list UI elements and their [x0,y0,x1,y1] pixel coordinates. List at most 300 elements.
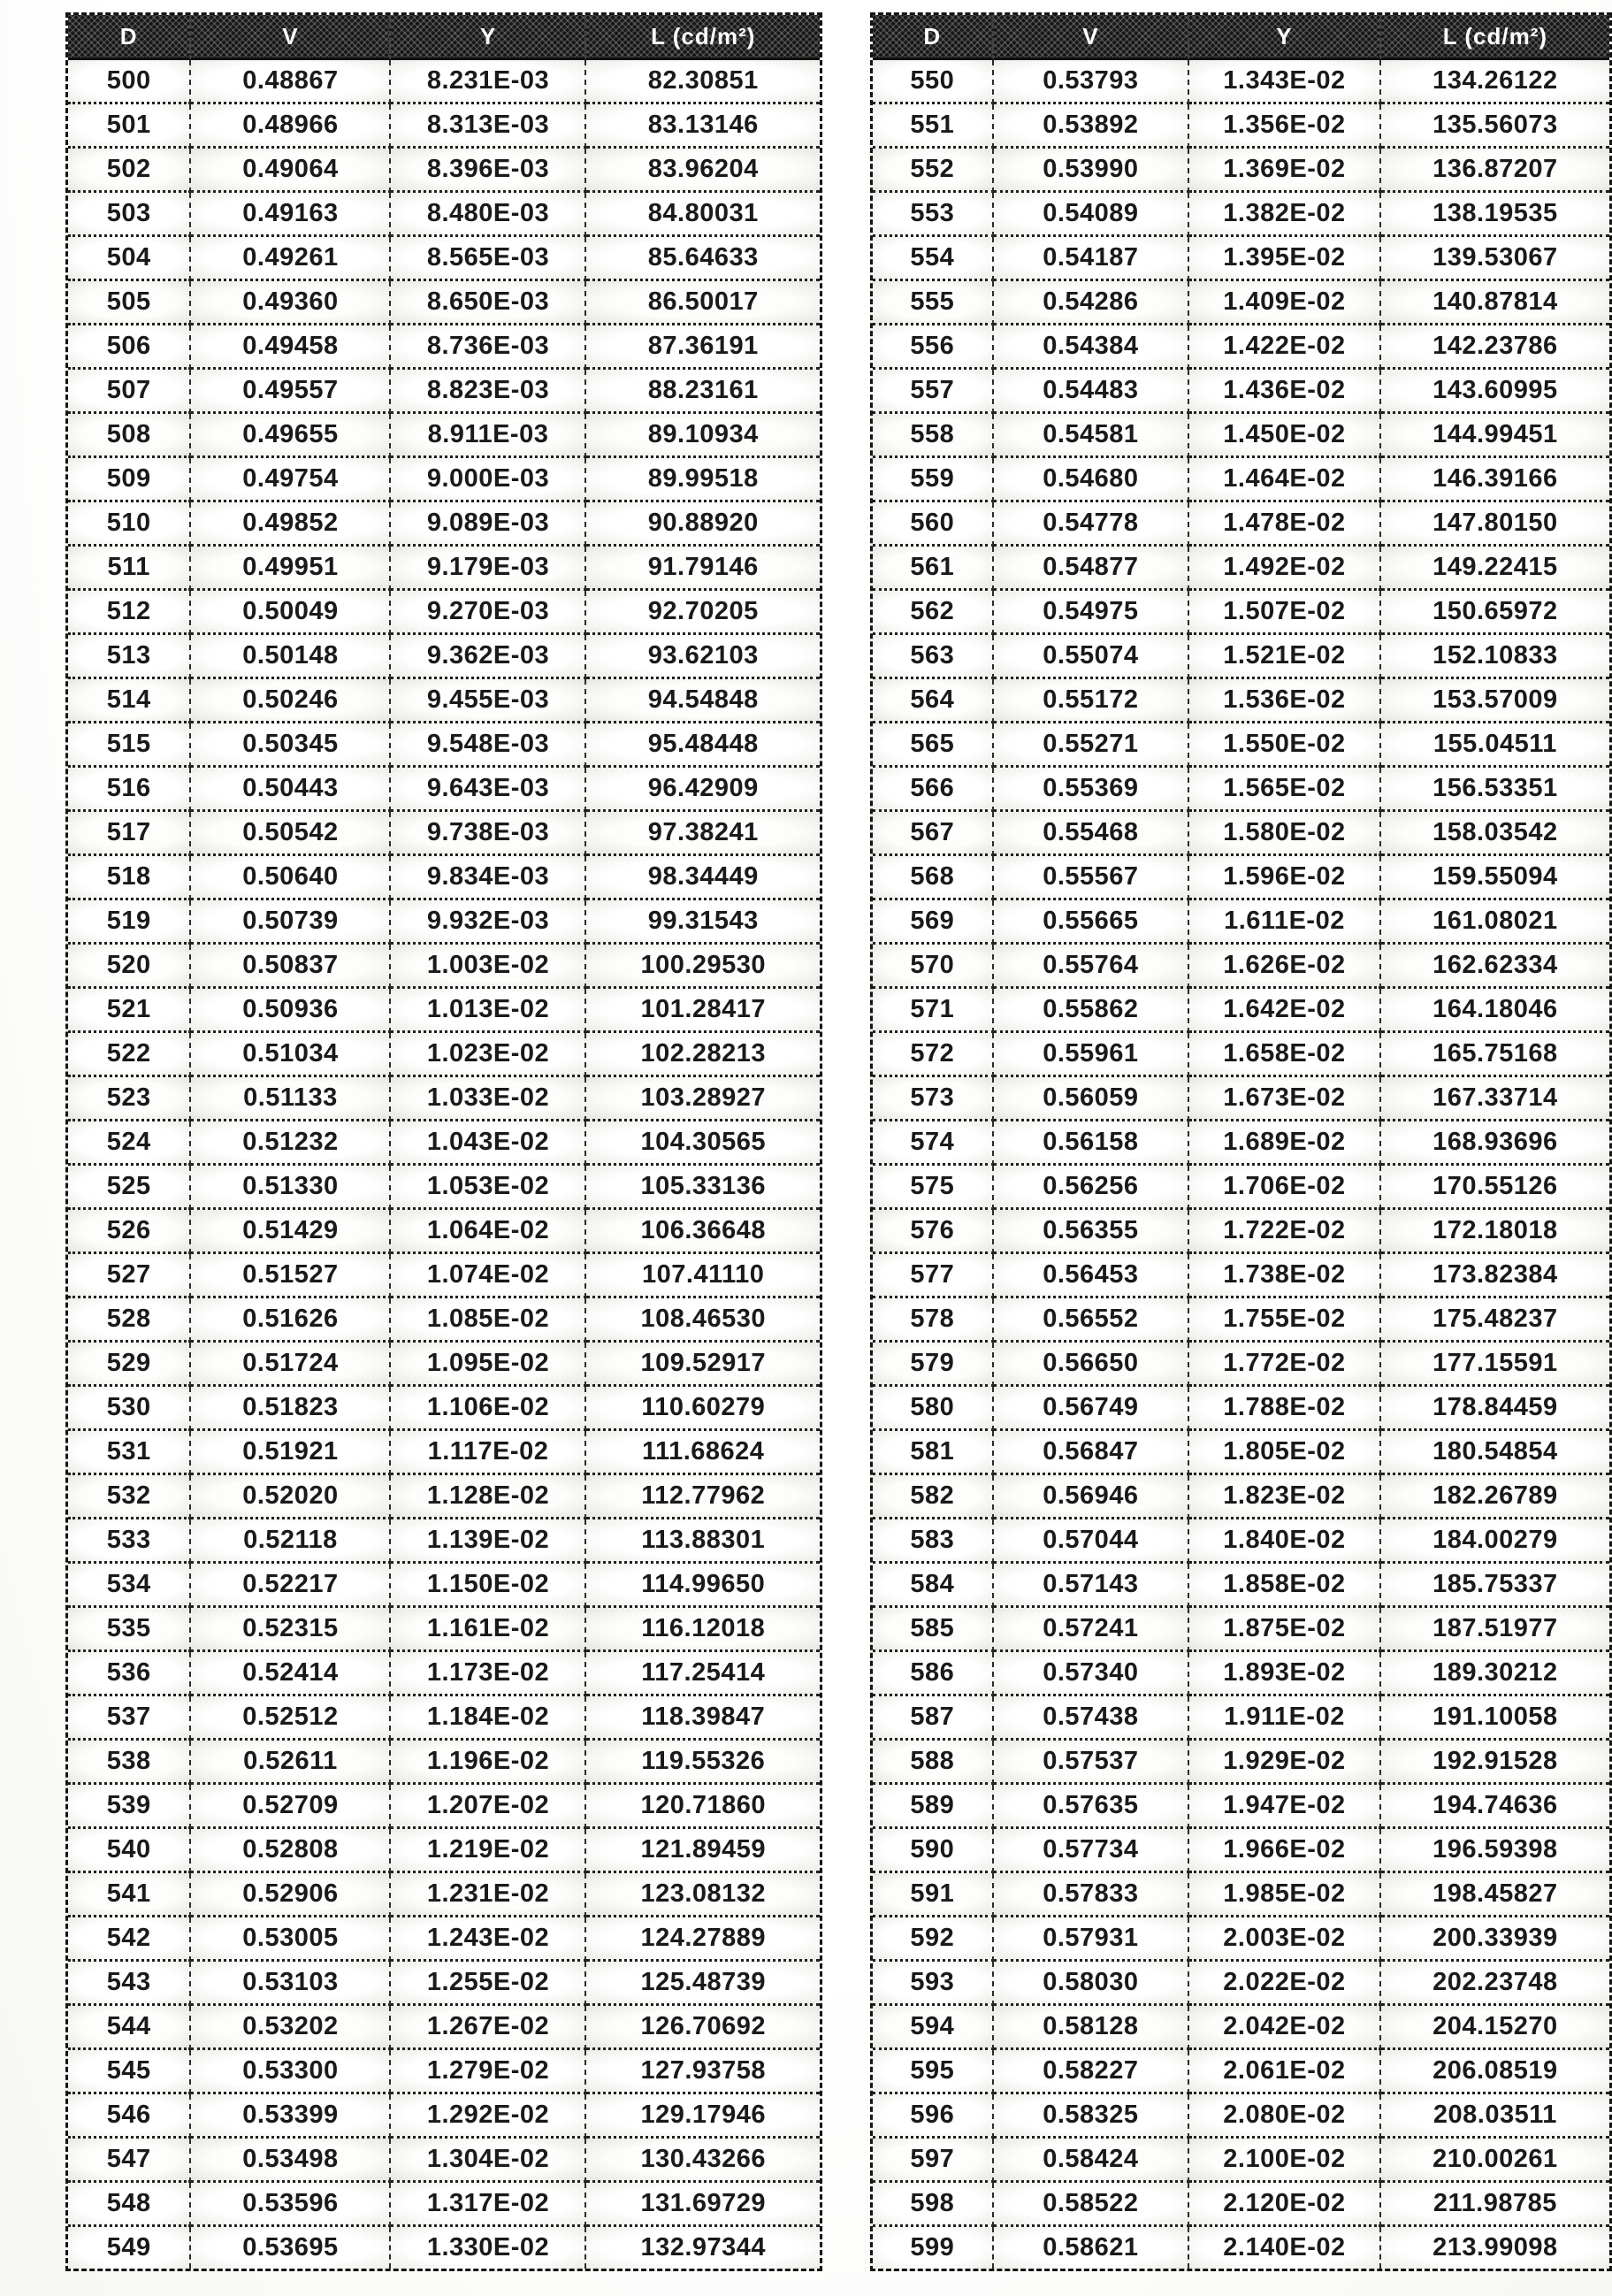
luminance-table-right [870,12,1612,2271]
l-cell: 135.56073 [1381,104,1609,149]
v-cell: 0.50246 [191,679,391,723]
table-body [873,60,1609,2269]
table-row [68,1696,820,1741]
l-cell: 184.00279 [1381,1519,1609,1564]
d-cell: 540 [68,1829,191,1873]
v-cell: 0.54975 [994,591,1190,635]
v-cell: 0.58621 [994,2227,1190,2269]
l-cell: 167.33714 [1381,1077,1609,1121]
l-cell: 132.97344 [586,2227,820,2269]
l-cell: 194.74636 [1381,1785,1609,1829]
d-cell: 586 [873,1652,994,1696]
v-cell: 0.51527 [191,1254,391,1298]
table-row [68,1962,820,2006]
table-row [873,2227,1609,2269]
l-cell: 121.89459 [586,1829,820,1873]
v-cell: 0.52906 [191,1873,391,1917]
y-cell: 1.858E-02 [1189,1564,1381,1608]
l-cell: 109.52917 [586,1343,820,1387]
l-cell: 101.28417 [586,989,820,1033]
y-cell: 8.565E-03 [391,237,586,281]
v-cell: 0.56158 [994,1121,1190,1166]
v-cell: 0.51232 [191,1121,391,1166]
d-cell: 578 [873,1298,994,1343]
d-cell: 518 [68,856,191,900]
d-cell: 573 [873,1077,994,1121]
l-cell: 147.80150 [1381,502,1609,547]
table-row [68,635,820,679]
v-cell: 0.57931 [994,1917,1190,1962]
v-cell: 0.50049 [191,591,391,635]
d-cell: 559 [873,458,994,502]
v-cell: 0.54877 [994,547,1190,591]
table-row [873,945,1609,989]
d-cell: 556 [873,325,994,370]
l-cell: 211.98785 [1381,2183,1609,2227]
l-cell: 161.08021 [1381,900,1609,945]
d-cell: 512 [68,591,191,635]
table-row [873,1873,1609,1917]
l-cell: 150.65972 [1381,591,1609,635]
column-header-y: Y [391,15,586,60]
d-cell: 549 [68,2227,191,2269]
table-row [873,1475,1609,1519]
d-cell: 579 [873,1343,994,1387]
table-row [68,2227,820,2269]
y-cell: 1.840E-02 [1189,1519,1381,1564]
y-cell: 1.343E-02 [1189,60,1381,104]
table-row [873,2094,1609,2139]
table-row [873,1298,1609,1343]
table-row [873,1696,1609,1741]
v-cell: 0.57537 [994,1741,1190,1785]
y-cell: 1.292E-02 [391,2094,586,2139]
table-row [873,2183,1609,2227]
d-cell: 590 [873,1829,994,1873]
v-cell: 0.57833 [994,1873,1190,1917]
l-cell: 136.87207 [1381,149,1609,193]
y-cell: 1.893E-02 [1189,1652,1381,1696]
table-row [873,591,1609,635]
d-cell: 544 [68,2006,191,2050]
v-cell: 0.52709 [191,1785,391,1829]
y-cell: 1.596E-02 [1189,856,1381,900]
l-cell: 152.10833 [1381,635,1609,679]
d-cell: 500 [68,60,191,104]
y-cell: 1.053E-02 [391,1166,586,1210]
table-row [68,1077,820,1121]
y-cell: 9.643E-03 [391,768,586,812]
y-cell: 1.689E-02 [1189,1121,1381,1166]
d-cell: 574 [873,1121,994,1166]
d-cell: 517 [68,812,191,856]
y-cell: 1.330E-02 [391,2227,586,2269]
column-header-y: Y [1189,15,1381,60]
column-header-luminance: L (cd/m²) [1381,15,1609,60]
v-cell: 0.53498 [191,2139,391,2183]
l-cell: 90.88920 [586,502,820,547]
table-row [873,325,1609,370]
y-cell: 1.184E-02 [391,1696,586,1741]
y-cell: 8.823E-03 [391,370,586,414]
table-row [68,768,820,812]
table-row [68,945,820,989]
column-header-d: D [873,15,994,60]
v-cell: 0.54483 [994,370,1190,414]
d-cell: 567 [873,812,994,856]
column-header-luminance: L (cd/m²) [586,15,820,60]
table-row [68,1475,820,1519]
v-cell: 0.50345 [191,723,391,768]
v-cell: 0.50739 [191,900,391,945]
l-cell: 185.75337 [1381,1564,1609,1608]
l-cell: 172.18018 [1381,1210,1609,1254]
v-cell: 0.57340 [994,1652,1190,1696]
d-cell: 537 [68,1696,191,1741]
d-cell: 564 [873,679,994,723]
l-cell: 105.33136 [586,1166,820,1210]
l-cell: 200.33939 [1381,1917,1609,1962]
table-row [68,2006,820,2050]
y-cell: 1.304E-02 [391,2139,586,2183]
l-cell: 98.34449 [586,856,820,900]
l-cell: 170.55126 [1381,1166,1609,1210]
v-cell: 0.57635 [994,1785,1190,1829]
v-cell: 0.51724 [191,1343,391,1387]
table-row [68,1033,820,1077]
v-cell: 0.48867 [191,60,391,104]
y-cell: 8.313E-03 [391,104,586,149]
table-row [873,414,1609,458]
d-cell: 546 [68,2094,191,2139]
v-cell: 0.49458 [191,325,391,370]
table-row [873,856,1609,900]
d-cell: 563 [873,635,994,679]
v-cell: 0.58128 [994,2006,1190,2050]
v-cell: 0.52315 [191,1608,391,1652]
v-cell: 0.50640 [191,856,391,900]
y-cell: 1.611E-02 [1189,900,1381,945]
table-row [873,989,1609,1033]
l-cell: 198.45827 [1381,1873,1609,1917]
y-cell: 8.911E-03 [391,414,586,458]
y-cell: 1.128E-02 [391,1475,586,1519]
table-row [68,1829,820,1873]
l-cell: 119.55326 [586,1741,820,1785]
v-cell: 0.48966 [191,104,391,149]
d-cell: 502 [68,149,191,193]
table-row [68,1785,820,1829]
d-cell: 582 [873,1475,994,1519]
table-row [68,1652,820,1696]
y-cell: 1.085E-02 [391,1298,586,1343]
l-cell: 162.62334 [1381,945,1609,989]
d-cell: 542 [68,1917,191,1962]
l-cell: 213.99098 [1381,2227,1609,2269]
y-cell: 1.023E-02 [391,1033,586,1077]
y-cell: 1.043E-02 [391,1121,586,1166]
table-header-row [873,15,1609,60]
l-cell: 89.10934 [586,414,820,458]
l-cell: 131.69729 [586,2183,820,2227]
v-cell: 0.54384 [994,325,1190,370]
table-row [68,414,820,458]
table-row [873,2006,1609,2050]
v-cell: 0.49557 [191,370,391,414]
l-cell: 138.19535 [1381,193,1609,237]
l-cell: 112.77962 [586,1475,820,1519]
y-cell: 9.548E-03 [391,723,586,768]
d-cell: 583 [873,1519,994,1564]
y-cell: 8.650E-03 [391,281,586,325]
d-cell: 580 [873,1387,994,1431]
table-row [873,812,1609,856]
v-cell: 0.57734 [994,1829,1190,1873]
l-cell: 134.26122 [1381,60,1609,104]
y-cell: 1.267E-02 [391,2006,586,2050]
v-cell: 0.58227 [994,2050,1190,2094]
y-cell: 1.626E-02 [1189,945,1381,989]
v-cell: 0.55468 [994,812,1190,856]
table-row [873,723,1609,768]
d-cell: 545 [68,2050,191,2094]
table-row [68,1210,820,1254]
d-cell: 553 [873,193,994,237]
y-cell: 1.106E-02 [391,1387,586,1431]
d-cell: 596 [873,2094,994,2139]
d-cell: 525 [68,1166,191,1210]
d-cell: 571 [873,989,994,1033]
v-cell: 0.49064 [191,149,391,193]
y-cell: 1.395E-02 [1189,237,1381,281]
y-cell: 1.095E-02 [391,1343,586,1387]
y-cell: 2.022E-02 [1189,1962,1381,2006]
l-cell: 202.23748 [1381,1962,1609,2006]
y-cell: 1.580E-02 [1189,812,1381,856]
table-row [68,1254,820,1298]
table-row [873,1829,1609,1873]
table-row [873,1210,1609,1254]
table-row [873,237,1609,281]
y-cell: 2.042E-02 [1189,2006,1381,2050]
y-cell: 1.074E-02 [391,1254,586,1298]
l-cell: 146.39166 [1381,458,1609,502]
d-cell: 526 [68,1210,191,1254]
d-cell: 585 [873,1608,994,1652]
table-row [68,149,820,193]
y-cell: 1.173E-02 [391,1652,586,1696]
y-cell: 1.492E-02 [1189,547,1381,591]
y-cell: 1.422E-02 [1189,325,1381,370]
table-row [68,1741,820,1785]
d-cell: 568 [873,856,994,900]
l-cell: 116.12018 [586,1608,820,1652]
v-cell: 0.58522 [994,2183,1190,2227]
v-cell: 0.54680 [994,458,1190,502]
v-cell: 0.55862 [994,989,1190,1033]
table-row [68,1121,820,1166]
l-cell: 107.41110 [586,1254,820,1298]
y-cell: 1.823E-02 [1189,1475,1381,1519]
v-cell: 0.51429 [191,1210,391,1254]
l-cell: 89.99518 [586,458,820,502]
table-row [873,1166,1609,1210]
l-cell: 210.00261 [1381,2139,1609,2183]
d-cell: 522 [68,1033,191,1077]
l-cell: 139.53067 [1381,237,1609,281]
v-cell: 0.55764 [994,945,1190,989]
l-cell: 204.15270 [1381,2006,1609,2050]
y-cell: 1.911E-02 [1189,1696,1381,1741]
l-cell: 159.55094 [1381,856,1609,900]
y-cell: 1.738E-02 [1189,1254,1381,1298]
d-cell: 514 [68,679,191,723]
v-cell: 0.52020 [191,1475,391,1519]
table-row [68,1917,820,1962]
d-cell: 532 [68,1475,191,1519]
v-cell: 0.53892 [994,104,1190,149]
y-cell: 9.089E-03 [391,502,586,547]
d-cell: 575 [873,1166,994,1210]
v-cell: 0.57143 [994,1564,1190,1608]
v-cell: 0.55567 [994,856,1190,900]
d-cell: 509 [68,458,191,502]
v-cell: 0.57241 [994,1608,1190,1652]
y-cell: 2.003E-02 [1189,1917,1381,1962]
d-cell: 589 [873,1785,994,1829]
l-cell: 92.70205 [586,591,820,635]
y-cell: 1.207E-02 [391,1785,586,1829]
y-cell: 1.550E-02 [1189,723,1381,768]
table-row [873,2139,1609,2183]
y-cell: 1.255E-02 [391,1962,586,2006]
table-row [68,679,820,723]
v-cell: 0.52217 [191,1564,391,1608]
d-cell: 593 [873,1962,994,2006]
y-cell: 8.480E-03 [391,193,586,237]
table-row [873,635,1609,679]
v-cell: 0.53103 [191,1962,391,2006]
l-cell: 99.31543 [586,900,820,945]
v-cell: 0.56355 [994,1210,1190,1254]
table-header-row [68,15,820,60]
d-cell: 599 [873,2227,994,2269]
table-row [873,458,1609,502]
y-cell: 1.507E-02 [1189,591,1381,635]
table-row [68,1431,820,1475]
d-cell: 572 [873,1033,994,1077]
d-cell: 581 [873,1431,994,1475]
l-cell: 178.84459 [1381,1387,1609,1431]
table-row [68,2050,820,2094]
l-cell: 192.91528 [1381,1741,1609,1785]
table-row [873,679,1609,723]
y-cell: 1.947E-02 [1189,1785,1381,1829]
l-cell: 102.28213 [586,1033,820,1077]
d-cell: 570 [873,945,994,989]
v-cell: 0.56552 [994,1298,1190,1343]
y-cell: 8.396E-03 [391,149,586,193]
l-cell: 187.51977 [1381,1608,1609,1652]
y-cell: 1.436E-02 [1189,370,1381,414]
d-cell: 592 [873,1917,994,1962]
d-cell: 531 [68,1431,191,1475]
table-body [68,60,820,2269]
table-row [68,2183,820,2227]
y-cell: 8.231E-03 [391,60,586,104]
y-cell: 9.362E-03 [391,635,586,679]
d-cell: 595 [873,2050,994,2094]
y-cell: 1.521E-02 [1189,635,1381,679]
table-row [873,149,1609,193]
d-cell: 597 [873,2139,994,2183]
d-cell: 530 [68,1387,191,1431]
l-cell: 82.30851 [586,60,820,104]
l-cell: 153.57009 [1381,679,1609,723]
y-cell: 1.536E-02 [1189,679,1381,723]
d-cell: 520 [68,945,191,989]
y-cell: 9.455E-03 [391,679,586,723]
table-row [68,1387,820,1431]
table-row [873,1741,1609,1785]
v-cell: 0.52414 [191,1652,391,1696]
table-row [873,1519,1609,1564]
y-cell: 1.369E-02 [1189,149,1381,193]
table-row [68,547,820,591]
d-cell: 516 [68,768,191,812]
table-row [68,60,820,104]
d-cell: 524 [68,1121,191,1166]
v-cell: 0.56650 [994,1343,1190,1387]
y-cell: 1.450E-02 [1189,414,1381,458]
v-cell: 0.54581 [994,414,1190,458]
l-cell: 130.43266 [586,2139,820,2183]
y-cell: 9.932E-03 [391,900,586,945]
column-header-d: D [68,15,191,60]
y-cell: 1.642E-02 [1189,989,1381,1033]
l-cell: 94.54848 [586,679,820,723]
d-cell: 521 [68,989,191,1033]
v-cell: 0.53202 [191,2006,391,2050]
table-row [873,1121,1609,1166]
d-cell: 551 [873,104,994,149]
v-cell: 0.51330 [191,1166,391,1210]
d-cell: 587 [873,1696,994,1741]
d-cell: 503 [68,193,191,237]
d-cell: 511 [68,547,191,591]
v-cell: 0.50148 [191,635,391,679]
y-cell: 1.658E-02 [1189,1033,1381,1077]
y-cell: 9.179E-03 [391,547,586,591]
y-cell: 1.805E-02 [1189,1431,1381,1475]
v-cell: 0.53990 [994,149,1190,193]
d-cell: 515 [68,723,191,768]
d-cell: 552 [873,149,994,193]
table-row [873,502,1609,547]
l-cell: 149.22415 [1381,547,1609,591]
table-row [873,1431,1609,1475]
table-row [873,900,1609,945]
table-row [873,1564,1609,1608]
v-cell: 0.53596 [191,2183,391,2227]
l-cell: 113.88301 [586,1519,820,1564]
d-cell: 560 [873,502,994,547]
y-cell: 1.243E-02 [391,1917,586,1962]
d-cell: 541 [68,1873,191,1917]
l-cell: 120.71860 [586,1785,820,1829]
l-cell: 126.70692 [586,2006,820,2050]
y-cell: 2.080E-02 [1189,2094,1381,2139]
